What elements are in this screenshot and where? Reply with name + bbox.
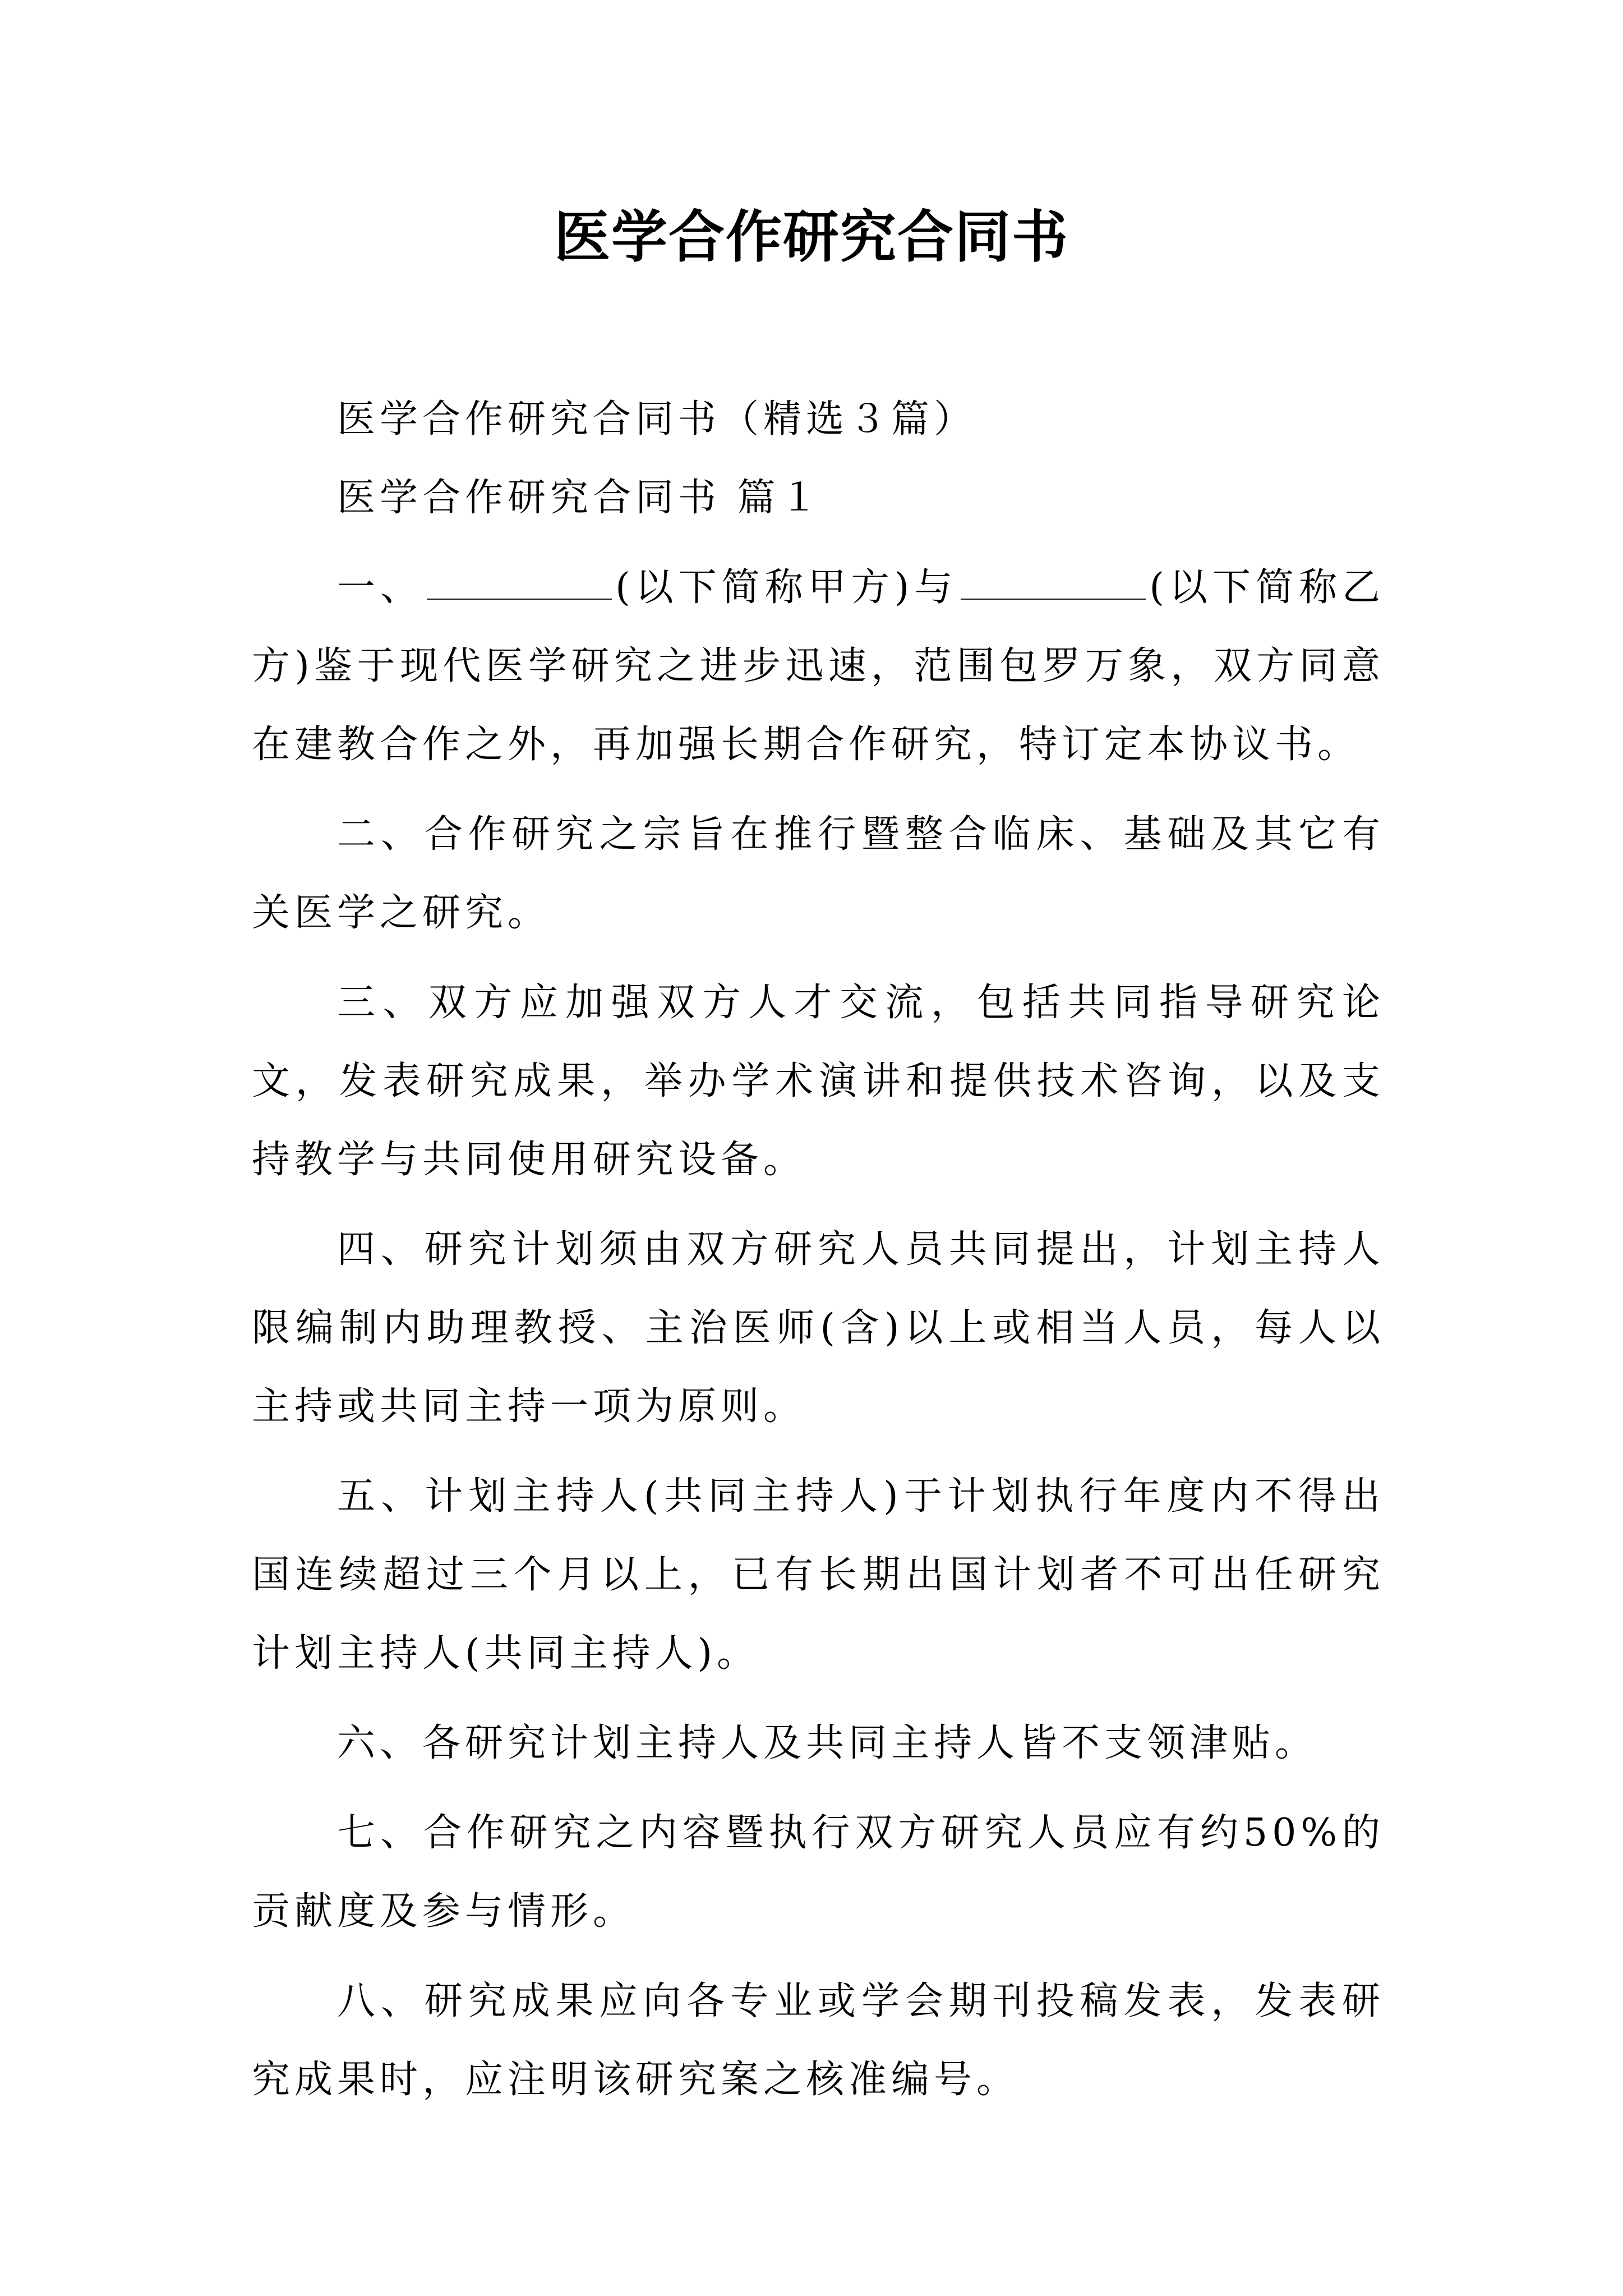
clause-1-lead: 一、	[337, 565, 424, 610]
clause-6: 六、各研究计划主持人及共同主持人皆不支领津贴。	[337, 1721, 1318, 1765]
clause-8: 八、研究成果应向各专业或学会期刊投稿发表，发表研究成果时，应注明该研究案之核准编号。	[252, 1979, 1385, 2102]
party-b-blank	[961, 555, 1146, 600]
clause-3: 三、双方应加强双方人才交流，包括共同指导研究论文，发表研究成果，举办学术演讲和提供技术咨询，以及支持教学与共同使用研究设备。	[252, 981, 1385, 1182]
party-a-blank	[427, 555, 612, 600]
document-title: 医学合作研究合同书	[554, 204, 1069, 270]
clause-1-middle: (以下简称甲方)与	[615, 565, 958, 610]
clause-7: 七、合作研究之内容暨执行双方研究人员应有约50%的贡献度及参与情形。	[252, 1811, 1385, 1934]
clause-5: 五、计划主持人(共同主持人)于计划执行年度内不得出国连续超过三个月以上，已有长期出国计划者不可出任研究计划主持人(共同主持人)。	[252, 1474, 1385, 1676]
document-subtitle: 医学合作研究合同书（精选３篇）	[337, 397, 977, 441]
clause-1	[252, 549, 1385, 784]
clause-4: 四、研究计划须由双方研究人员共同提出，计划主持人限编制内助理教授、主治医师(含)以上或相当人员，每人以主持或共同主持一项为原则。	[252, 1227, 1385, 1429]
section-heading: 医学合作研究合同书 篇１	[337, 476, 823, 520]
clause-1-rest: (以下简称乙方)鉴于现代医学研究之进步迅速，范围包罗万象，双方同意在建教合作之外，再加强长期合作研究，特订定本协议书。	[252, 565, 1385, 767]
clause-2: 二、合作研究之宗旨在推行暨整合临床、基础及其它有关医学之研究。	[252, 812, 1385, 935]
document-body	[252, 380, 1385, 2119]
